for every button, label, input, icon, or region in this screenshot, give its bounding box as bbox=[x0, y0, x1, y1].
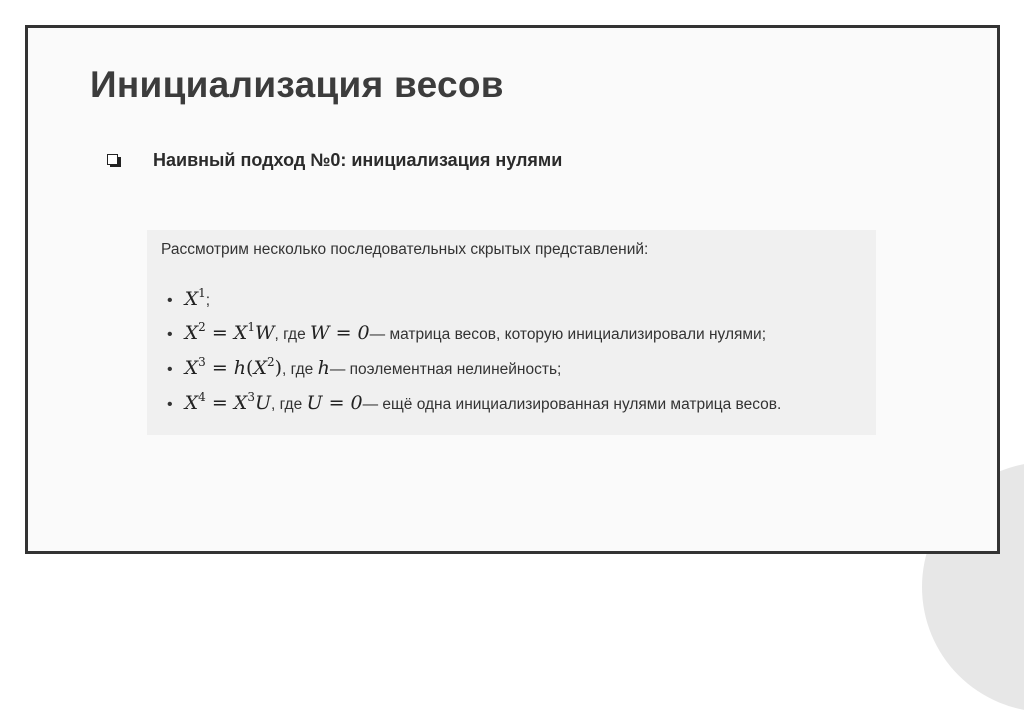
list-bullet: • bbox=[167, 396, 173, 413]
list-text: — матрица весов, которую инициализировали нулями; bbox=[369, 326, 767, 343]
slide-title: Инициализация весов bbox=[90, 64, 504, 105]
list-text: — ещё одна инициализированная нулями матрица весов. bbox=[362, 396, 782, 413]
bullet-text: Наивный подход №0: инициализация нулями bbox=[153, 149, 563, 170]
formula: $X^2 = X^1W$ bbox=[184, 320, 275, 344]
list-text: ; bbox=[205, 292, 211, 309]
list-bullet: • bbox=[167, 361, 173, 378]
list-text: — поэлементная нелинейность; bbox=[329, 361, 562, 378]
list-bullet: • bbox=[167, 292, 173, 309]
snippet-intro: Рассмотрим несколько последовательных скрытых представлений: bbox=[161, 241, 649, 258]
list-item bbox=[167, 357, 561, 379]
list-text: , где bbox=[274, 326, 311, 343]
list-text: , где bbox=[270, 396, 307, 413]
list-text: , где bbox=[282, 361, 318, 378]
list-item bbox=[167, 322, 766, 344]
checkbox-icon bbox=[107, 154, 120, 167]
list-bullet: • bbox=[167, 326, 173, 343]
formula: U = 0 bbox=[306, 392, 363, 414]
list-item bbox=[167, 392, 781, 414]
formula: $X^4 = X^3U$ bbox=[184, 390, 271, 414]
formula: $X^3 = h(X^2)$ bbox=[184, 355, 283, 379]
formula: $X^1$ bbox=[184, 286, 206, 310]
bullet-item bbox=[107, 147, 562, 173]
text-snippet bbox=[147, 230, 876, 435]
formula: h bbox=[317, 357, 330, 379]
formula: W = 0 bbox=[310, 322, 370, 344]
list-item bbox=[167, 288, 210, 310]
